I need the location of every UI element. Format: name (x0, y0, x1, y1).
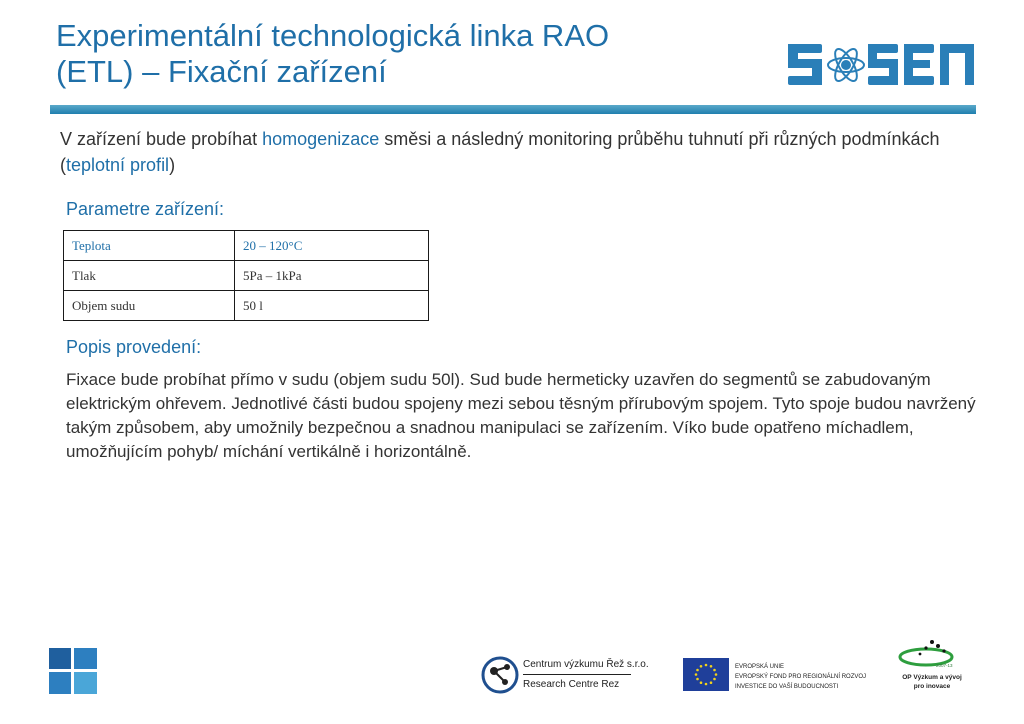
cvr-english-name: Research Centre Rez (523, 679, 620, 690)
param-name: Teplota (64, 231, 235, 261)
cvr-divider (523, 674, 631, 675)
param-value: 5Pa – 1kPa (235, 261, 429, 291)
windows-squares-logo (49, 648, 97, 694)
title-line-1: Experimentální technologická linka RAO (56, 18, 610, 53)
op-text (892, 673, 972, 691)
op-text-line-1: OP Výzkum a vývoj (902, 674, 962, 681)
parameters-heading: Parametre zařízení: (66, 199, 225, 219)
op-year: 2007-13 (936, 663, 953, 668)
cvr-name: Centrum výzkumu Řež s.r.o. (523, 659, 649, 670)
param-name: Objem sudu (64, 291, 235, 321)
intro-text-3: ) (169, 155, 176, 175)
parameters-table (63, 230, 429, 321)
title-line-2: (ETL) – Fixační zařízení (56, 54, 387, 89)
table-row (64, 291, 429, 321)
eu-flag-icon (683, 658, 729, 691)
param-value: 50 l (235, 291, 429, 321)
eu-logo (683, 658, 873, 694)
susen-logo (786, 40, 976, 90)
description-paragraph: Fixace bude probíhat přímo v sudu (objem sudu 50l). Sud bude hermeticky uzavřen do segmentů se zabudovaným elektrickým ohřevem. Jednotlivé části budou spojeny mezi sebou těsným přírubovým spojem. Tyto spoje budou navržený takým způsobem, aby umožnily bezpečnou a snadnou manipulaci se zařízením. Víko bude opatřeno míchadlem, umožňujícím pohyb/ míchání vertikálně i horizontálně. (66, 370, 976, 461)
cvr-logo (480, 654, 649, 696)
slide-title (56, 18, 736, 90)
op-text-line-2: pro inovace (913, 683, 951, 690)
eu-text (735, 662, 866, 692)
table-row (64, 261, 429, 291)
title-divider (50, 105, 976, 114)
eu-text-line-2: EVROPSKÝ FOND PRO REGIONÁLNÍ ROZVOJ (735, 674, 867, 680)
intro-highlight-homogenizace: homogenizace (262, 129, 380, 149)
intro-paragraph (60, 126, 960, 178)
description-heading: Popis provedení: (66, 337, 202, 357)
intro-highlight-teplotni-profil: teplotní profil (66, 155, 170, 175)
param-value: 20 – 120°C (235, 231, 429, 261)
eu-text-line-1: EVROPSKÁ UNIE (735, 664, 785, 670)
param-name: Tlak (64, 261, 235, 291)
eu-text-line-3: INVESTICE DO VAŠÍ BUDOUCNOSTI (735, 684, 839, 690)
intro-text-2: směsi a následný monitoring průběhu tuhnutí při různých podmínkách ( (60, 129, 940, 175)
table-row (64, 231, 429, 261)
intro-text-1: V zařízení bude probíhat (60, 129, 263, 149)
op-vavpi-logo (892, 637, 972, 697)
